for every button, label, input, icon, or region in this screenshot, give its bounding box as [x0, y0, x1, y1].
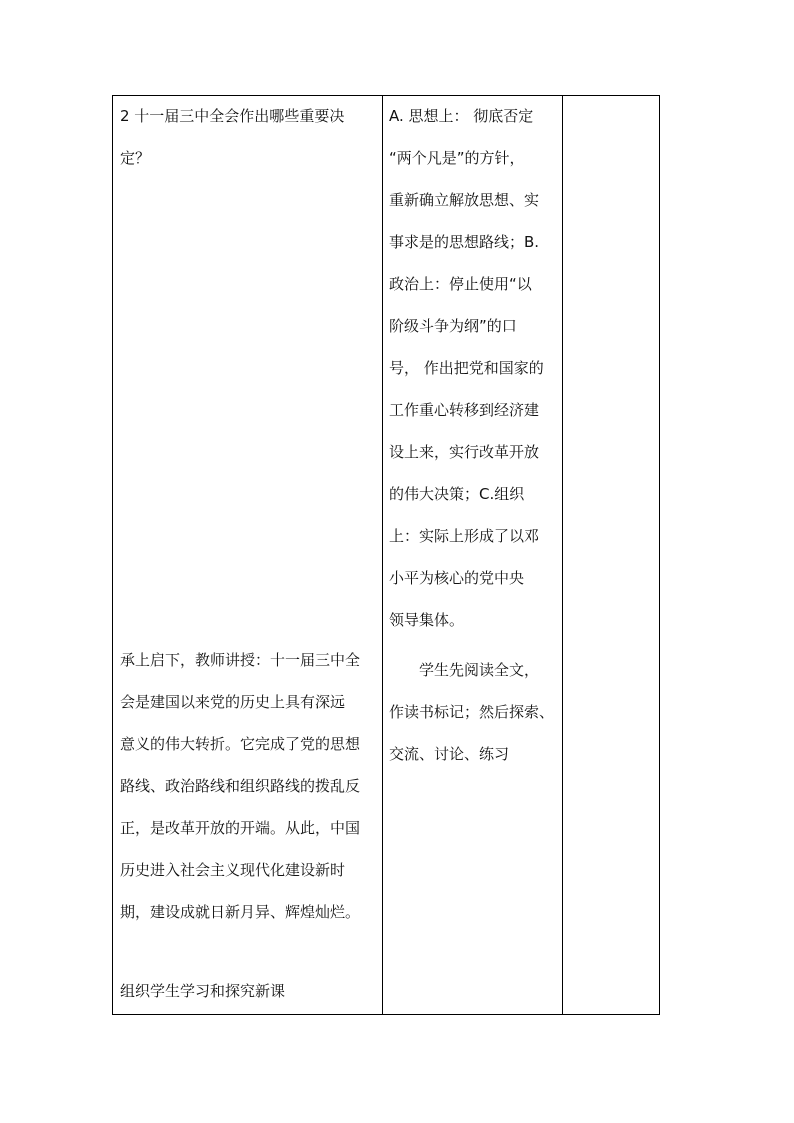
organize-line: 组织学生学习和探究新课	[120, 982, 286, 1000]
answer-line: 领导集体。	[389, 611, 465, 629]
question-block	[120, 95, 344, 179]
organize-block	[120, 970, 285, 1012]
answer-line: 设上来，实行改革开放	[389, 443, 540, 461]
answer-line: 小平为核心的党中央	[389, 569, 525, 587]
lecture-block	[120, 639, 360, 933]
question-line: 2 十一届三中全会作出哪些重要决	[120, 107, 345, 125]
answer-line: 的伟大决策；C.组织	[389, 485, 525, 503]
column-divider-1	[382, 96, 383, 1014]
activity-line: 学生先阅读全文，	[419, 661, 540, 679]
answer-line: 号， 作出把党和国家的	[389, 359, 544, 377]
activity-block	[389, 649, 554, 775]
lecture-line: 历史进入社会主义现代化建设新时	[120, 861, 346, 879]
activity-line: 交流、讨论、练习	[389, 745, 510, 763]
question-line: 定？	[120, 149, 151, 167]
answer-line: 工作重心转移到经济建	[389, 401, 540, 419]
column-divider-2	[562, 96, 563, 1014]
answer-line: “两个凡是”的方针，	[389, 149, 525, 167]
lecture-line: 意义的伟大转折。它完成了党的思想	[120, 735, 361, 753]
lecture-line: 承上启下，教师讲授：十一届三中全	[120, 651, 361, 669]
answer-line: 政治上：停止使用“以	[389, 275, 532, 293]
answer-line: 阶级斗争为纲”的口	[389, 317, 517, 335]
answer-line: 重新确立解放思想、实	[389, 191, 540, 209]
answer-line: 上：实际上形成了以邓	[389, 527, 540, 545]
answer-block	[389, 95, 544, 641]
lecture-line: 路线、政治路线和组织路线的拨乱反	[120, 777, 361, 795]
lecture-line: 会是建国以来党的历史上具有深远	[120, 693, 346, 711]
lecture-line: 期，建设成就日新月异、辉煌灿烂。	[120, 903, 361, 921]
activity-line: 作读书标记；然后探索、	[389, 703, 555, 721]
lecture-line: 正，是改革开放的开端。从此，中国	[120, 819, 361, 837]
answer-line: 事求是的思想路线；B.	[389, 233, 540, 251]
answer-line: A. 思想上： 彻底否定	[389, 107, 534, 125]
